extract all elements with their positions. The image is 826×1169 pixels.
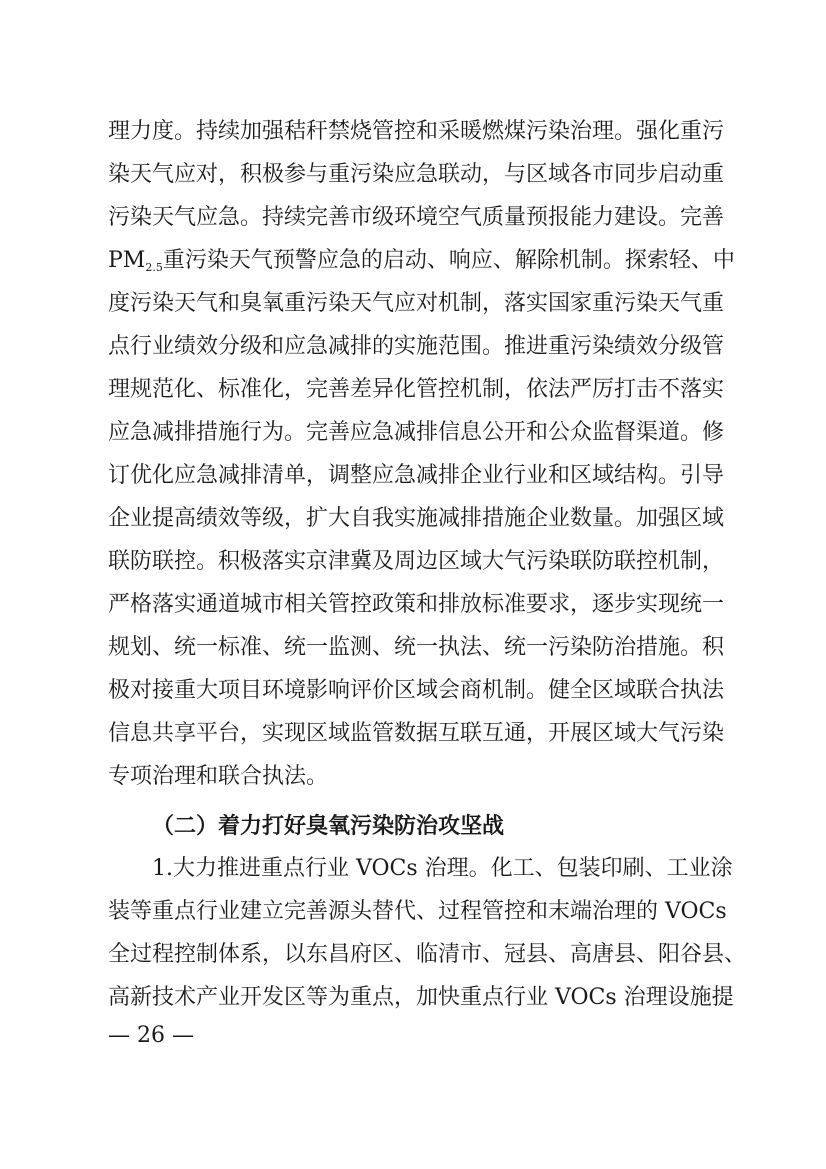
body-line-18: 装等重点行业建立完善源头替代、过程管控和末端治理的 VOCs [108,899,727,924]
body-line-9: 订优化应急减排清单，调整应急减排企业行业和区域结构。引导 [108,463,725,488]
body-line-17: 1.大力推进重点行业 VOCs 治理。化工、包装印刷、工业涂 [152,856,733,881]
pm-prefix: PM [108,248,146,273]
body-line-8: 应急减排措施行为。完善应急减排信息公开和公众监督渠道。修 [108,420,725,445]
body-line-15: 信息共享平台，实现区域监管数据互联互通，开展区域大气污染 [108,721,725,746]
body-line-16: 专项治理和联合执法。 [108,764,329,789]
body-line-6: 点行业绩效分级和应急减排的实施范围。推进重污染绩效分级管 [108,334,725,359]
body-line-5: 度污染天气和臭氧重污染天气应对机制，落实国家重污染天气重 [108,291,725,316]
body-line-1: 理力度。持续加强秸秆禁烧管控和采暖燃煤污染治理。强化重污 [108,119,725,144]
body-line-13: 规划、统一标准、统一监测、统一执法、统一污染防治措施。积 [108,635,725,660]
pm-line-rest: 重污染天气预警应急的启动、响应、解除机制。探索轻、中 [162,248,735,273]
pm-subscript: 2.5 [145,261,163,274]
body-line-19: 全过程控制体系，以东昌府区、临清市、冠县、高唐县、阳谷县、 [108,942,747,967]
body-line-12: 严格落实通道城市相关管控政策和排放标准要求，逐步实现统一 [108,592,725,617]
section-heading: （二）着力打好臭氧污染防治攻坚战 [152,813,505,839]
body-line-2: 染天气应对，积极参与重污染应急联动，与区域各市同步启动重 [108,162,725,187]
page-number: — 26 — [108,1023,194,1048]
body-line-3: 污染天气应急。持续完善市级环境空气质量预报能力建设。完善 [108,205,725,230]
body-line-4-pm [108,246,735,276]
body-line-7: 理规范化、标准化，完善差异化管控机制，依法严厉打击不落实 [108,377,725,402]
body-line-20: 高新技术产业开发区等为重点，加快重点行业 VOCs 治理设施提 [108,985,734,1010]
body-line-11: 联防联控。积极落实京津冀及周边区域大气污染联防联控机制， [108,549,725,574]
body-line-14: 极对接重大项目环境影响评价区域会商机制。健全区域联合执法 [108,678,725,703]
body-line-10: 企业提高绩效等级，扩大自我实施减排措施企业数量。加强区域 [108,506,725,531]
